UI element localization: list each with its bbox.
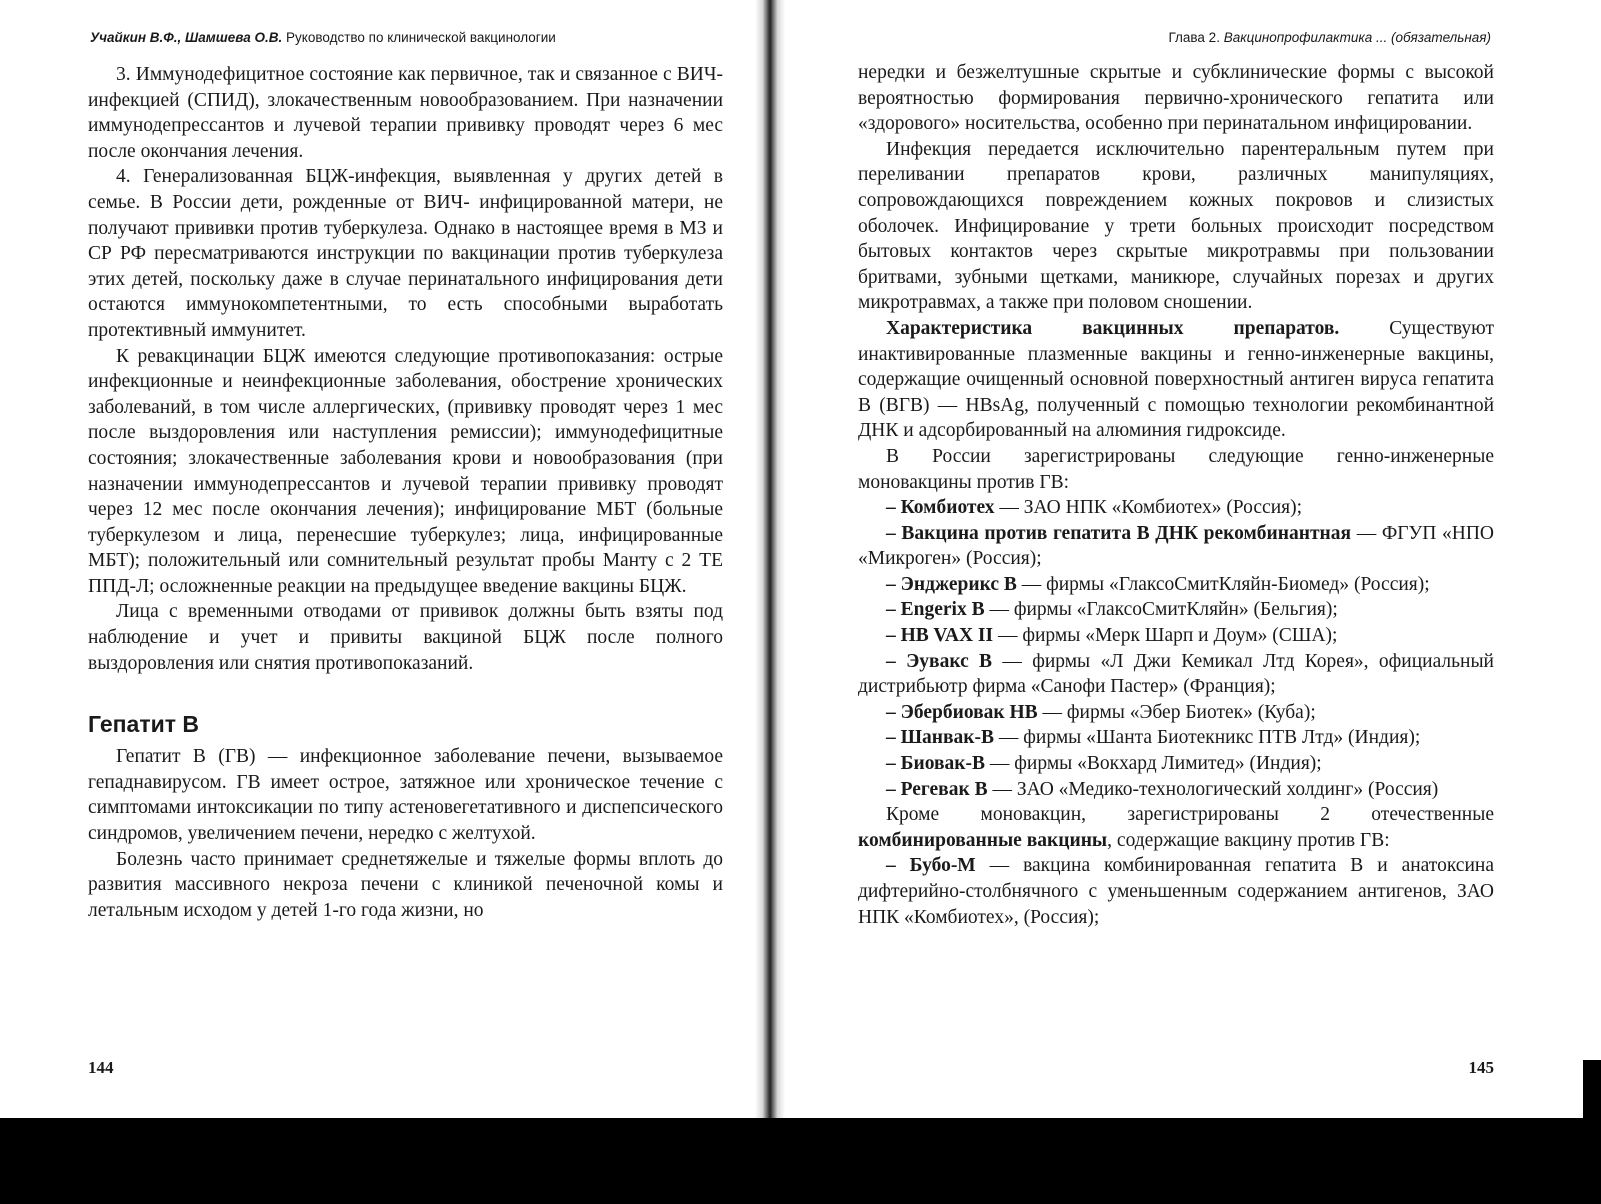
paragraph: Инфекция передается исключительно парентеральным путем при переливании препаратов крови, различных манипуляциях, сопровождающихся повреждением кожных покровов и слизистых оболочек. Инфицирование у трети больных происходит посредством бытовых контактов через скрытые микротравмы при пользовании бритвами, зубными щетками, маникюре, случайных порезах и других микротравмах, а также при половом сношении. xyxy=(858,138,1494,314)
vaccine-maker: — фирмы «Эбер Биотек» (Куба); xyxy=(1037,701,1316,723)
vaccine-name: – Шанвак-В xyxy=(886,727,995,749)
bold-lead: Характеристика вакцинных препаратов. xyxy=(886,317,1340,339)
bold-term: комбинированные вакцины xyxy=(858,829,1108,851)
list-item xyxy=(858,700,1494,726)
list-item xyxy=(858,777,1494,803)
vaccine-name: – Эувакс В xyxy=(886,650,993,672)
vaccine-name: – HB VAX II xyxy=(886,625,994,647)
paragraph: нередки и безжелтушные скрытые и субклинические формы с высокой вероятностью формирования первично-хронического гепатита или «здорового» носительства, особенно при перинатальном инфицировании. xyxy=(858,62,1494,135)
right-page xyxy=(770,0,1601,1122)
vaccine-maker: — ФГУП «НПО «Микроген» (Россия); xyxy=(858,522,1494,570)
vaccine-maker: — фирмы «Вокхард Лимитед» (Индия); xyxy=(985,753,1322,775)
paragraph-text: Существуют инактивированные плазменные вакцины и генно-инженерные вакцины, содержащие очищенный основной поверхностный антиген вируса гепатита В (ВГВ) — HBsAg, полученный с помощью технологии рекомбинантной ДНК и адсорбированный на алюминия гидроксиде. xyxy=(858,317,1495,442)
vaccine-maker: — фирмы «Мерк Шарп и Доум» (США); xyxy=(993,625,1338,647)
list-item xyxy=(858,751,1494,777)
list-item xyxy=(858,521,1494,572)
list-item xyxy=(858,623,1494,649)
running-head-right xyxy=(1168,30,1491,45)
left-page-body xyxy=(88,62,723,923)
running-head-authors: Учайкин В.Ф., Шамшева О.В. xyxy=(90,30,283,45)
running-head-chapter: Глава 2. xyxy=(1168,30,1220,45)
vaccine-list xyxy=(858,495,1494,802)
paragraph: Гепатит В (ГВ) — инфекционное заболевание печени, вызываемое гепаднавирусом. ГВ имеет острое, затяжное или хроническое течение с симптомами интоксикации по типу астеновегетативного и диспепсического синдромов, увеличением печени, нередко с желтухой. xyxy=(88,746,723,845)
right-page-body xyxy=(858,60,1494,930)
vaccine-name: – Энджерикс В xyxy=(886,573,1017,595)
running-head-book-title: Руководство по клинической вакцинологии xyxy=(286,30,556,45)
running-head-chapter-title: Вакцинопрофилактика ... (обязательная) xyxy=(1223,30,1491,45)
book-gutter-shadow xyxy=(755,0,785,1130)
paragraph: 4. Генерализованная БЦЖ-инфекция, выявленная у других детей в семье. В России дети, рожденные от ВИЧ- инфицированной матери, не получают прививки против туберкулеза. Однако в настоящее время в МЗ и СР РФ пересматриваются инструкции по вакцинации против туберкулеза этих детей, поскольку даже в случае перинатального инфицирования дети остаются иммунокомпетентными, то есть способными выработать протективный иммунитет. xyxy=(88,166,723,341)
list-item xyxy=(858,597,1494,623)
page-number-left: 144 xyxy=(88,1058,114,1077)
vaccine-maker: — фирмы «Шанта Биотекникс ПТВ Лтд» (Индия); xyxy=(994,727,1421,749)
paragraph: В России зарегистрированы следующие генно-инженерные моновакцины против ГВ: xyxy=(858,445,1494,493)
vaccine-name: – Вакцина против гепатита В ДНК рекомбинантная xyxy=(886,522,1352,544)
vaccine-maker: — ЗАО НПК «Комбиотех» (Россия); xyxy=(994,497,1303,519)
vaccine-maker: — фирмы «ГлаксоСмитКляйн-Биомед» (Россия); xyxy=(1016,573,1430,595)
vaccine-maker: — фирмы «Л Джи Кемикал Лтд Корея», официальный дистрибьютр фирма «Санофи Пастер» (Франция); xyxy=(858,650,1494,698)
vaccine-description: — вакцина комбинированная гепатита В и анатоксина дифтерийно-столбнячного с уменьшенным содержанием антигенов, ЗАО НПК «Комбиотех», (Россия); xyxy=(858,855,1494,928)
vaccine-name: – Engerix B xyxy=(886,599,985,621)
vaccine-name: – Эбербиовак НВ xyxy=(886,701,1038,723)
paragraph-text: Кроме моновакцин, зарегистрированы 2 отечественные xyxy=(886,804,1494,826)
scan-background xyxy=(0,1118,1601,1204)
paragraph: Болезнь часто принимает среднетяжелые и тяжелые формы вплоть до развития массивного некроза печени с клиникой печеночной комы и летальным исходом у детей 1-го года жизни, но xyxy=(88,848,723,921)
list-item xyxy=(858,495,1494,521)
list-item xyxy=(858,572,1494,598)
page-number-right: 145 xyxy=(1468,1058,1494,1077)
paragraph xyxy=(858,802,1494,853)
list-item xyxy=(858,853,1494,930)
paragraph: 3. Иммунодефицитное состояние как первичное, так и связанное с ВИЧ-инфекцией (СПИД), злокачественным новообразованием. При назначении иммунодепрессантов и лучевой терапии прививку проводят через 6 мес после окончания лечения. xyxy=(88,64,723,162)
vaccine-maker: — ЗАО «Медико-технологический холдинг» (Россия) xyxy=(987,778,1439,800)
vaccine-name: – Бубо-М xyxy=(886,855,976,877)
scan-edge xyxy=(1583,1060,1601,1130)
paragraph: Лица с временными отводами от прививок должны быть взяты под наблюдение и учет и привиты вакциной БЦЖ после полного выздоровления или снятия противопоказаний. xyxy=(88,601,723,674)
vaccine-name: – Комбиотех xyxy=(886,497,995,519)
paragraph: К ревакцинации БЦЖ имеются следующие противопоказания: острые инфекционные и неинфекционные заболевания, обострение хронических заболеваний, в том числе аллергических, (прививку проводят через 1 мес после выздоровления или наступления ремиссии); иммунодефицитные состояния; злокачественные заболевания крови и новообразования (при назначении иммунодепрессантов и лучевой терапии прививку проводят через 12 мес после окончания лечения); инфицирование МБТ (больные туберкулезом и лица, перенесшие туберкулез; лица, инфицированные МБТ); положительный или сомнительный результат пробы Манту с 2 ТЕ ППД-Л; осложненные реакции на предыдущее введение вакцины БЦЖ. xyxy=(88,345,723,597)
vaccine-name: – Регевак В xyxy=(886,778,988,800)
list-item xyxy=(858,649,1494,700)
list-item xyxy=(858,725,1494,751)
vaccine-maker: — фирмы «ГлаксоСмитКляйн» (Бельгия); xyxy=(984,599,1338,621)
vaccine-name: – Биовак-В xyxy=(886,753,986,775)
running-head-left xyxy=(90,30,556,45)
paragraph-text: , содержащие вакцину против ГВ: xyxy=(1107,829,1390,851)
paragraph xyxy=(858,316,1494,444)
left-page xyxy=(0,0,770,1122)
section-heading: Гепатит В xyxy=(88,711,200,738)
